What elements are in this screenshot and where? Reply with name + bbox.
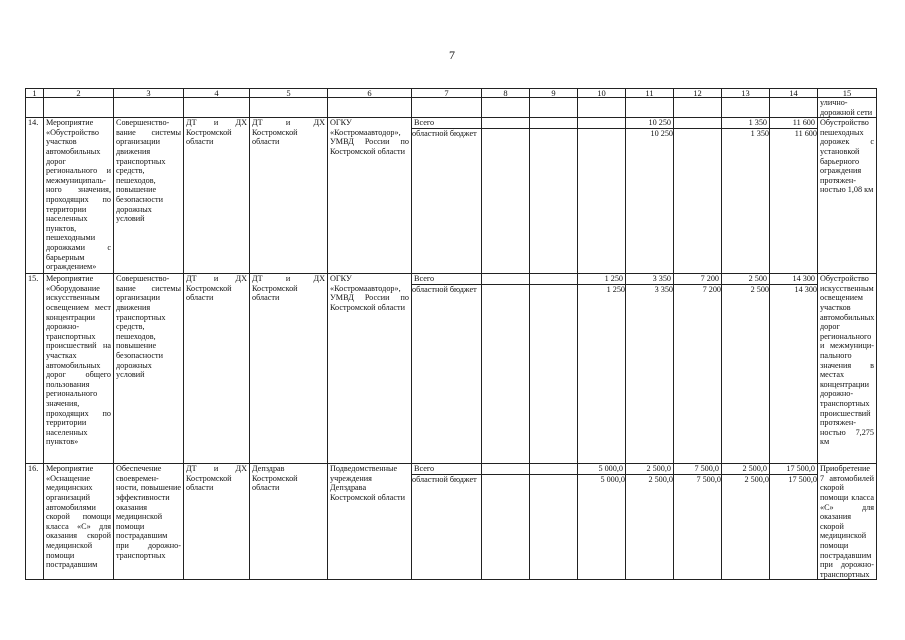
- value-cell: 11 600: [792, 118, 815, 128]
- funding-total-label: Всего: [414, 118, 435, 128]
- measure-goal: Совершенство-вание системы организации движения транспортных средств, пешеходов, повышение безопасности дорожных условий: [114, 274, 184, 464]
- column-header: 1: [26, 89, 44, 98]
- value-cell: 3 350: [626, 284, 674, 295]
- value-cell: 7 200: [700, 274, 719, 284]
- table-row: [26, 274, 877, 464]
- value-cell: 17 500,0: [770, 474, 818, 485]
- executor: ОГКУ «Костромаавтодор», УМВД России по Костромской области: [328, 118, 412, 274]
- column-header: 10: [578, 89, 626, 98]
- value-cell: 7 500,0: [694, 464, 719, 474]
- responsible: ДТ и ДХ Костромской области: [250, 118, 328, 274]
- page-number: 7: [449, 48, 455, 62]
- value-cell: 1 350: [722, 128, 770, 139]
- column-header: 8: [482, 89, 530, 98]
- funding-source-label: областной бюджет: [412, 128, 482, 139]
- value-cell: 17 500,0: [786, 464, 815, 474]
- value-cell: 1 350: [748, 118, 767, 128]
- expected-result: Обустройство искусственным освещением участков автомобильных дорог регионального и межмуници-пального значения в местах концентрации дорожно-транспортных происшествий протяжен-ностью 7,275 км: [818, 274, 877, 464]
- value-cell: [674, 118, 721, 128]
- column-number-row: [26, 89, 877, 98]
- funding-total-label: Всего: [414, 464, 435, 474]
- measure-name: Мероприятие «Оборудование искусственным освещением мест концентрации дорожно-транспортных происшествий на участках автомобильных дорог общего пользования регионального значения, проходящих по территории населенных пунктов»: [44, 274, 114, 464]
- value-cell: 10 250: [626, 128, 674, 139]
- measure-name: Мероприятие «Оснащение медицинских организаций автомобилями скорой помощи класса «С» для оказания скорой медицинской помощи пострадавшим: [44, 464, 114, 580]
- column-header: 13: [722, 89, 770, 98]
- continuation-row: [26, 98, 877, 118]
- coordinator: ДТ и ДХ Костромской области: [184, 118, 250, 274]
- funding-source-label: областной бюджет: [412, 474, 482, 485]
- column-header: 3: [114, 89, 184, 98]
- continuation-text: улично-дорожной сети: [818, 98, 877, 118]
- value-cell: [482, 118, 529, 128]
- funding-total-label: Всего: [414, 274, 435, 284]
- responsible: Депздрав Костромской области: [250, 464, 328, 580]
- value-cell: 5 000,0: [578, 474, 626, 485]
- value-cell: 2 500: [748, 274, 767, 284]
- value-cell: 2 500,0: [626, 474, 674, 485]
- coordinator: ДТ и ДХ Костромской области: [184, 464, 250, 580]
- value-cell: 2 500: [722, 284, 770, 295]
- value-cell: 2 500,0: [742, 464, 767, 474]
- value-cell: [530, 474, 578, 475]
- value-cell: [530, 464, 577, 474]
- value-cell: 14 300: [792, 274, 815, 284]
- value-cell: [530, 284, 578, 285]
- value-cell: 11 600: [770, 128, 818, 139]
- value-cell: [530, 274, 577, 284]
- row-number: 15.: [26, 274, 44, 464]
- measure-goal: Обеспечение своевремен-ности, повышение эффективности оказания медицинской помощи пострадавшим при дорожно-транспортных: [114, 464, 184, 580]
- table-row: [26, 118, 877, 274]
- coordinator: ДТ и ДХ Костромской области: [184, 274, 250, 464]
- column-header: 6: [328, 89, 412, 98]
- value-cell: [482, 474, 530, 475]
- value-cell: [482, 284, 530, 285]
- value-cell: 1 250: [578, 284, 626, 295]
- column-header: 11: [626, 89, 674, 98]
- value-cell: 14 300: [770, 284, 818, 295]
- column-header: 4: [184, 89, 250, 98]
- value-cell: [482, 274, 529, 284]
- value-cell: 2 500,0: [646, 464, 671, 474]
- column-header: 12: [674, 89, 722, 98]
- value-cell: [530, 118, 577, 128]
- value-cell: [674, 128, 722, 129]
- column-header: 2: [44, 89, 114, 98]
- value-cell: 3 350: [652, 274, 671, 284]
- value-cell: [482, 128, 530, 129]
- measure-name: Мероприятие «Обустройство участков автомобильных дорог регионального и межмуниципаль-ного значения, проходящих по территории населенных пунктов, пешеходными дорожками с барьерным ограждением»: [44, 118, 114, 274]
- executor: ОГКУ «Костромаавтодор», УМВД России по Костромской области: [328, 274, 412, 464]
- value-cell: [578, 118, 625, 128]
- expected-result: Обустройство пешеходных дорожек с установкой барьерного ограждения протяжен-ностью 1,08 км: [818, 118, 877, 274]
- program-table: [25, 88, 877, 580]
- value-cell: 1 250: [604, 274, 623, 284]
- table-row: [26, 464, 877, 580]
- column-header: 5: [250, 89, 328, 98]
- funding-source-label: областной бюджет: [412, 284, 482, 295]
- value-cell: 7 500,0: [674, 474, 722, 485]
- row-number: 16.: [26, 464, 44, 580]
- row-number: 14.: [26, 118, 44, 274]
- measure-goal: Совершенство-вание системы организации движения транспортных средств, пешеходов, повышение безопасности дорожных условий: [114, 118, 184, 274]
- value-cell: 5 000,0: [598, 464, 623, 474]
- value-cell: 10 250: [648, 118, 671, 128]
- value-cell: [530, 128, 578, 129]
- value-cell: [578, 128, 626, 129]
- value-cell: 2 500,0: [722, 474, 770, 485]
- value-cell: [482, 464, 529, 474]
- value-cell: 7 200: [674, 284, 722, 295]
- responsible: ДТ и ДХ Костромской области: [250, 274, 328, 464]
- column-header: 7: [412, 89, 482, 98]
- executor: Подведомственные учреждения Депздрава Костромской области: [328, 464, 412, 580]
- column-header: 14: [770, 89, 818, 98]
- column-header: 15: [818, 89, 877, 98]
- expected-result: Приобретение 7 автомобилей скорой помощи класса «С» для оказания скорой медицинской помощи пострадавшим при дорожно-транспортных: [818, 464, 877, 580]
- column-header: 9: [530, 89, 578, 98]
